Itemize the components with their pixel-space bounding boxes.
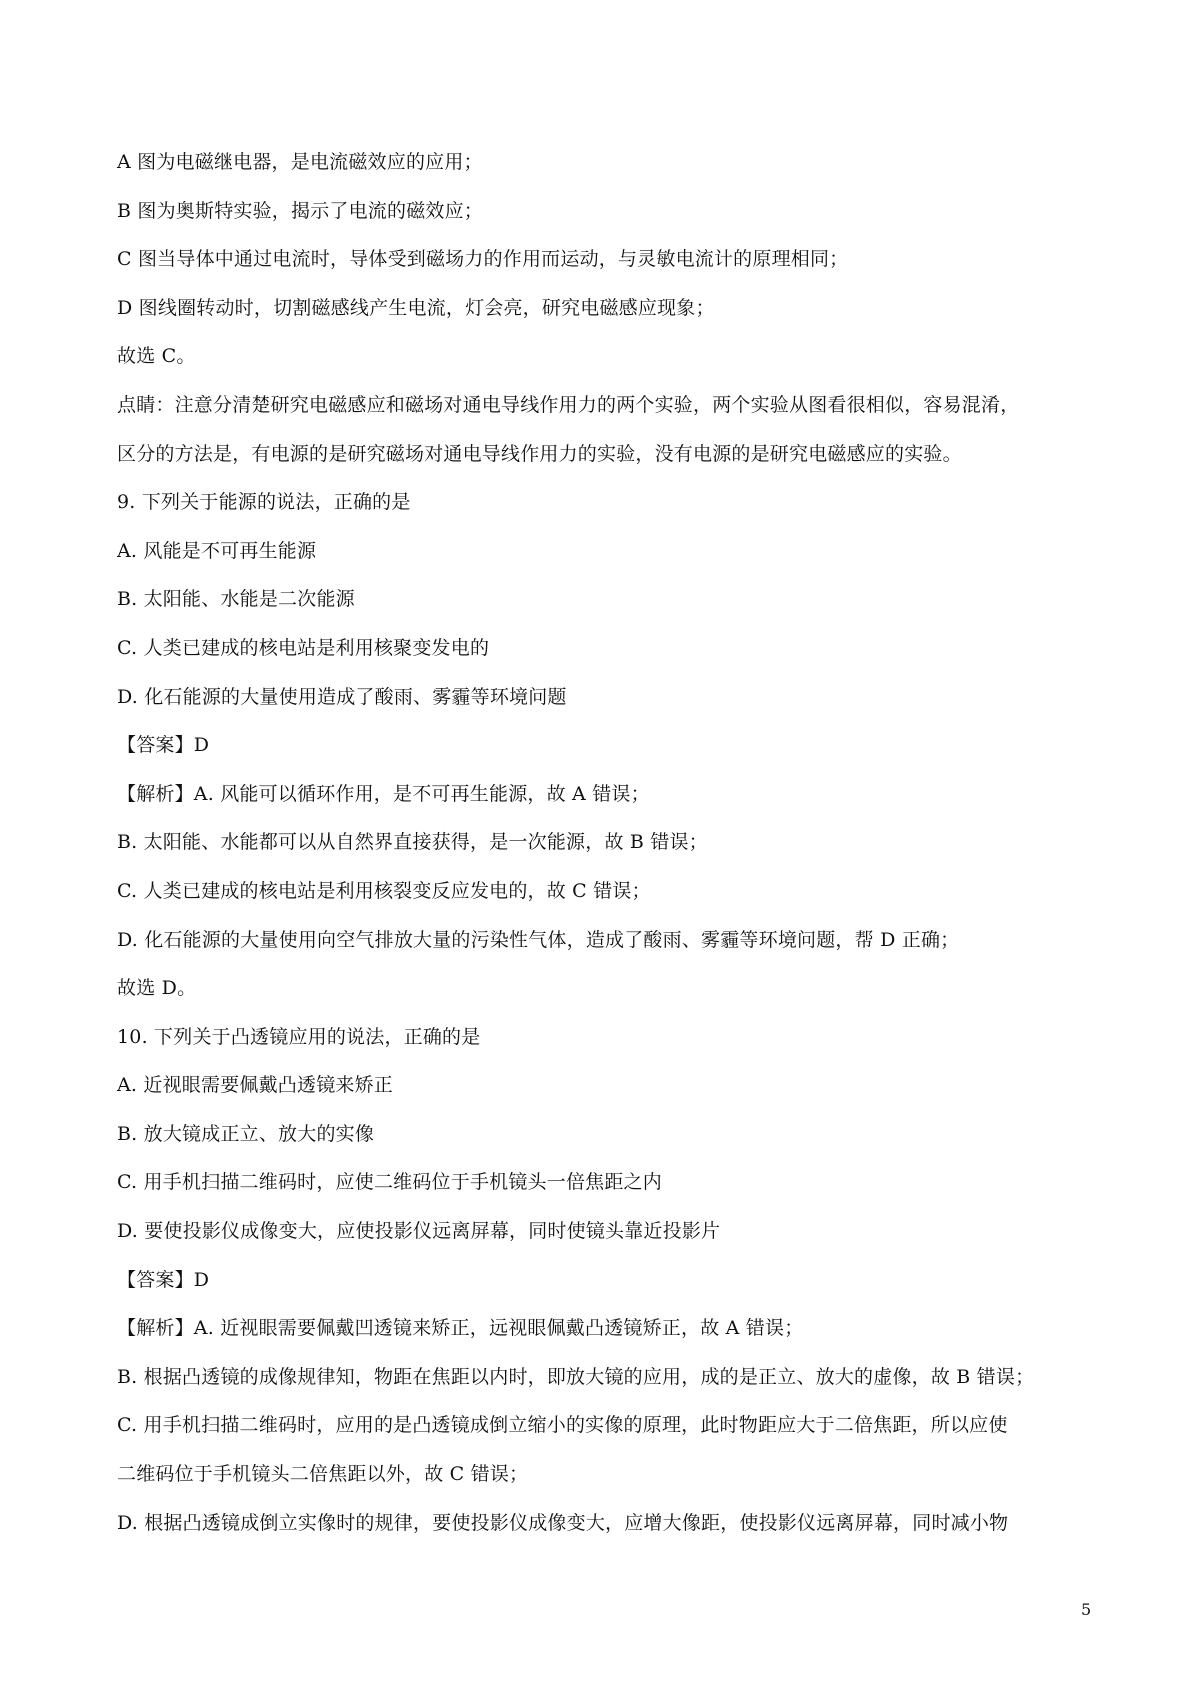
question-9-stem: 9. 下列关于能源的说法，正确的是 [117,491,411,514]
text-line: 点睛：注意分清楚研究电磁感应和磁场对通电导线作用力的两个实验，两个实验从图看很相似，容易混淆， [117,393,1020,416]
text-line: 故选 C。 [117,345,196,368]
question-9-answer: 【答案】D [117,734,210,757]
text-line: D. 根据凸透镜成倒立实像时的规律，要使投影仪成像变大，应增大像距，使投影仪远离屏幕，同时减小物 [117,1511,1009,1534]
text-line: D. 化石能源的大量使用向空气排放大量的污染性气体，造成了酸雨、雾霾等环境问题，帮 D 正确； [117,928,960,951]
text-line: C. 人类已建成的核电站是利用核裂变反应发电的，故 C 错误； [117,879,651,902]
text-line: 二维码位于手机镜头二倍焦距以外，故 C 错误； [117,1463,529,1486]
question-10-stem: 10. 下列关于凸透镜应用的说法，正确的是 [117,1025,481,1048]
text-line: B 图为奥斯特实验，揭示了电流的磁效应； [117,199,484,222]
text-line: C. 用手机扫描二维码时，应用的是凸透镜成倒立缩小的实像的原理，此时物距应大于二倍焦距，所以应使 [117,1414,1008,1437]
text-line: A 图为电磁继电器，是电流磁效应的应用； [117,151,483,173]
text-line: C 图当导体中通过电流时，导体受到磁场力的作用而运动，与灵敏电流计的原理相同； [117,248,849,271]
question-9-option-b: B. 太阳能、水能是二次能源 [117,588,355,611]
question-9-option-a: A. 风能是不可再生能源 [117,539,317,562]
question-10-option-a: A. 近视眼需要佩戴凸透镜来矫正 [117,1074,394,1097]
question-10-option-b: B. 放大镜成正立、放大的实像 [117,1122,375,1145]
document-body [117,150,1117,1559]
question-9-option-d: D. 化石能源的大量使用造成了酸雨、雾霾等环境问题 [117,685,567,708]
text-line: 故选 D。 [117,977,197,1000]
text-line: D 图线圈转动时，切割磁感线产生电流，灯会亮，研究电磁感应现象； [117,296,715,319]
question-9-option-c: C. 人类已建成的核电站是利用核聚变发电的 [117,636,490,659]
question-10-analysis: 【解析】A. 近视眼需要佩戴凹透镜来矫正，远视眼佩戴凸透镜矫正，故 A 错误； [117,1317,804,1340]
page-number: 5 [1081,1600,1092,1619]
text-line: B. 太阳能、水能都可以从自然界直接获得，是一次能源，故 B 错误； [117,831,708,854]
question-10-answer: 【答案】D [117,1268,210,1291]
question-10-option-d: D. 要使投影仪成像变大，应使投影仪远离屏幕，同时使镜头靠近投影片 [117,1220,721,1243]
text-line: B. 根据凸透镜的成像规律知，物距在焦距以内时，即放大镜的应用，成的是正立、放大的虚像，故 B 错误； [117,1365,1035,1388]
question-9-analysis: 【解析】A. 风能可以循环作用，是不可再生能源，故 A 错误； [117,782,650,805]
question-10-option-c: C. 用手机扫描二维码时，应使二维码位于手机镜头一倍焦距之内 [117,1171,662,1194]
text-line: 区分的方法是，有电源的是研究磁场对通电导线作用力的实验，没有电源的是研究电磁感应的实验。 [117,442,962,465]
